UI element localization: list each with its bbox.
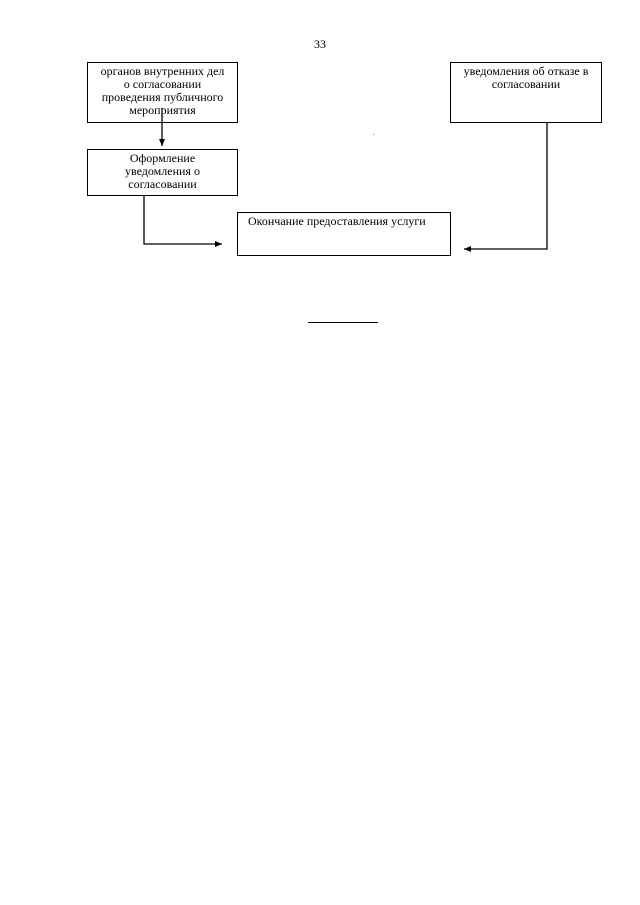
box-internal-affairs-approval: органов внутренних дел о согласовании проведения публичного мероприятия bbox=[87, 62, 238, 123]
arrow-formalize-to-end bbox=[144, 196, 222, 244]
box-formalize-notice: Оформление уведомления о согласовании bbox=[87, 149, 238, 196]
arrow-refusal-to-end bbox=[464, 123, 547, 249]
box-end-of-service: Окончание предоставления услуги bbox=[237, 212, 451, 256]
scan-speck bbox=[373, 134, 374, 135]
end-of-document-line bbox=[308, 322, 378, 323]
box-refusal-notice: уведомления об отказе в согласовании bbox=[450, 62, 602, 123]
page-number: 33 bbox=[314, 37, 326, 51]
